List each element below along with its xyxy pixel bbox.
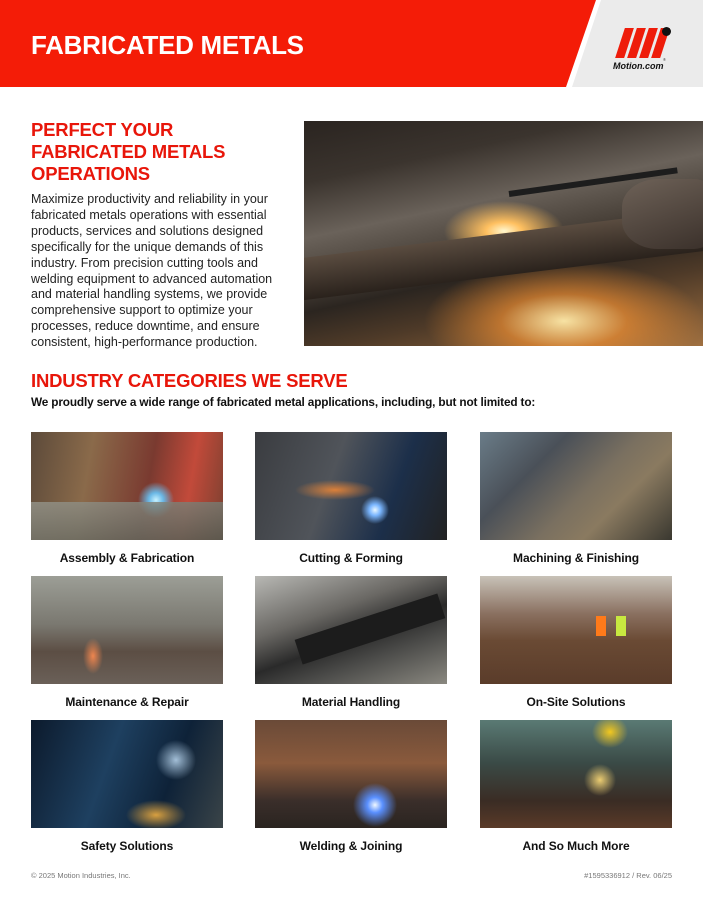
category-photo [480,720,672,828]
footer-doc-id: #1595336912 / Rev. 06/25 [584,871,672,880]
category-photo [31,576,223,684]
footer-copyright: © 2025 Motion Industries, Inc. [31,871,131,880]
category-label: Machining & Finishing [513,551,639,565]
category-photo [31,432,223,540]
category-tile-cutting [255,432,447,565]
categories-heading: INDUSTRY CATEGORIES WE SERVE [31,370,348,391]
category-label: Material Handling [301,695,401,709]
category-label: Assembly & Fabrication [59,551,195,565]
category-photo [255,576,447,684]
logo-text: Motion.com [613,61,664,71]
category-photo [480,576,672,684]
category-photo [31,720,223,828]
intro-body: Maximize productivity and reliability in your fabricated metals operations with essential products, services and solutions designed specifically for the unique demands of this industry. From precision cutting tools and welding equipment to advanced automation and material handling systems, we provide comprehensive support to optimize your processes, reduce downtime, and ensure consistent, high-performance production. [31,192,273,350]
category-label: Cutting & Forming [299,551,403,565]
categories-subheading: We proudly serve a wide range of fabricated metal applications, including, but not limited to: [31,395,536,409]
category-tile-assembly [31,432,223,565]
category-label: Safety Solutions [80,839,174,853]
category-photo [255,720,447,828]
category-tile-machining [480,432,672,565]
category-label: Maintenance & Repair [65,695,189,709]
registered-mark: ® [663,57,666,62]
category-label: Welding & Joining [299,839,403,853]
category-photo [480,432,672,540]
category-tile-material-handling [255,576,447,709]
category-tile-maintenance [31,576,223,709]
motion-logo[interactable] [612,26,674,72]
hero-image [304,121,703,346]
category-tile-welding [255,720,447,853]
category-tile-safety [31,720,223,853]
page-title: FABRICATED METALS [31,30,304,60]
category-tile-more [480,720,672,853]
category-label: On-Site Solutions [526,695,626,709]
category-tile-onsite [480,576,672,709]
intro-heading: PERFECT YOUR FABRICATED METALS OPERATIONS [31,119,226,184]
gloved-hand-shape [622,179,703,249]
logo-dot-icon [662,27,671,36]
page-header [0,0,703,87]
category-label: And So Much More [522,839,630,853]
category-photo [255,432,447,540]
